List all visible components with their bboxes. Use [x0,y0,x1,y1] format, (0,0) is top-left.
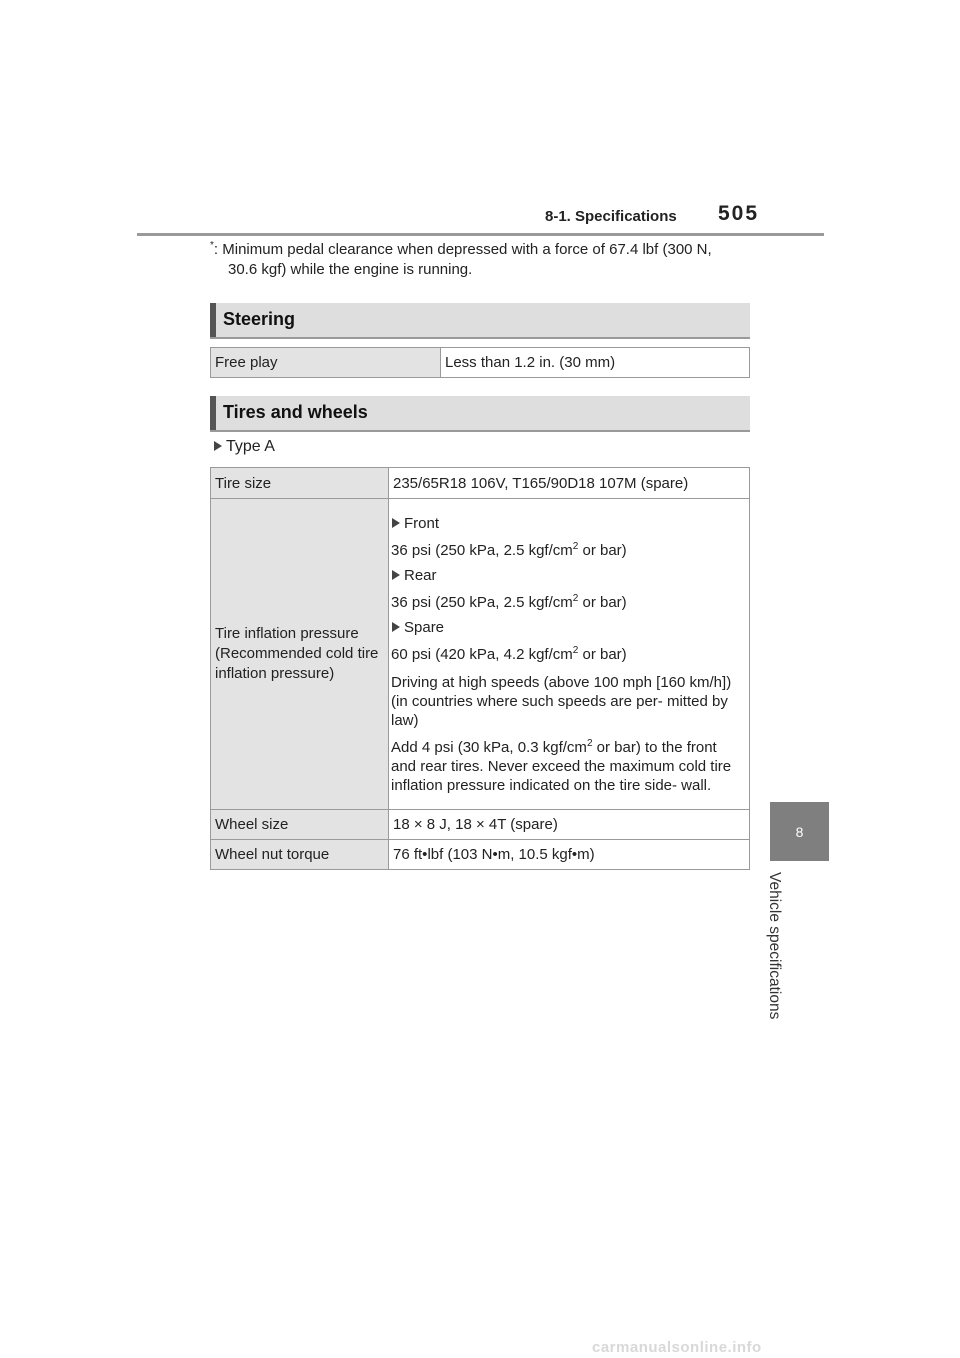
triangle-bullet-icon [392,518,400,528]
footnote [210,240,770,280]
wheel-nut-torque-label: Wheel nut torque [211,840,389,870]
spare-label: Spare [404,619,445,636]
tire-size-value: 235/65R18 106V, T165/90D18 107M (spare) [389,468,750,499]
spare-subheading [391,617,743,638]
steering-table [210,347,750,378]
heading-accent-bar [210,303,216,337]
table-row [211,810,750,840]
free-play-value: Less than 1.2 in. (30 mm) [441,348,750,378]
wheel-nut-torque-value: 76 ft•lbf (103 N•m, 10.5 kgf•m) [389,840,750,870]
chapter-label-text: Vehicle specifications [766,872,783,1020]
triangle-bullet-icon [392,570,400,580]
heading-accent-bar [210,396,216,430]
tire-size-label: Tire size [211,468,389,499]
table-row [211,468,750,499]
steering-heading [210,303,750,339]
steering-heading-text: Steering [223,309,296,329]
table-row [211,840,750,870]
watermark-logo [0,1336,960,1358]
chapter-side-label [767,872,797,1037]
inflation-values [389,499,750,810]
triangle-bullet-icon [392,622,400,632]
front-subheading [391,513,743,534]
tires-heading [210,396,750,432]
page-number: 505 [718,202,760,225]
spare-pressure: 60 psi (420 kPa, 4.2 kgf/$cm^2$ or bar) [391,645,627,663]
header-divider [137,233,824,236]
type-a-subheading [214,438,275,456]
section-title: 8-1. Specifications [545,208,677,225]
free-play-label: Free play [211,348,441,378]
triangle-bullet-icon [214,441,222,451]
watermark-text: carmanualsonline.info [592,1339,762,1356]
tires-heading-text: Tires and wheels [223,402,368,422]
rear-subheading [391,565,743,586]
footnote-mark: * [210,240,214,251]
tires-table [210,467,750,870]
footnote-line-2: 30.6 kgf) while the engine is running. [228,261,473,278]
chapter-tab [770,802,829,861]
type-a-label: Type A [226,438,275,455]
wheel-size-value: 18 × 8 J, 18 × 4T (spare) [389,810,750,840]
front-label: Front [404,515,440,532]
chapter-number: 8 [795,823,804,840]
wheel-size-label: Wheel size [211,810,389,840]
footnote-line-1: : Minimum pedal clearance when depressed with a force of 67.4 lbf (300 N, [213,241,712,258]
high-speed-instruction: Add 4 psi (30 kPa, 0.3 kgf/$cm^2$ or bar) to the front and rear tires. Never exceed the maximum cold tire inflation pressure indicated on the tire side- wall. [391,738,732,794]
rear-label: Rear [404,567,437,584]
table-row [211,348,750,378]
rear-pressure: 36 psi (250 kPa, 2.5 kgf/$cm^2$ or bar) [391,593,627,611]
table-row [211,499,750,810]
front-pressure: 36 psi (250 kPa, 2.5 kgf/$cm^2$ or bar) [391,541,627,559]
inflation-label: Tire inflation pressure (Recommended cold tire inflation pressure) [211,499,389,810]
high-speed-note: Driving at high speeds (above 100 mph [160 km/h]) (in countries where such speeds are per- mitted by law) [391,674,732,729]
